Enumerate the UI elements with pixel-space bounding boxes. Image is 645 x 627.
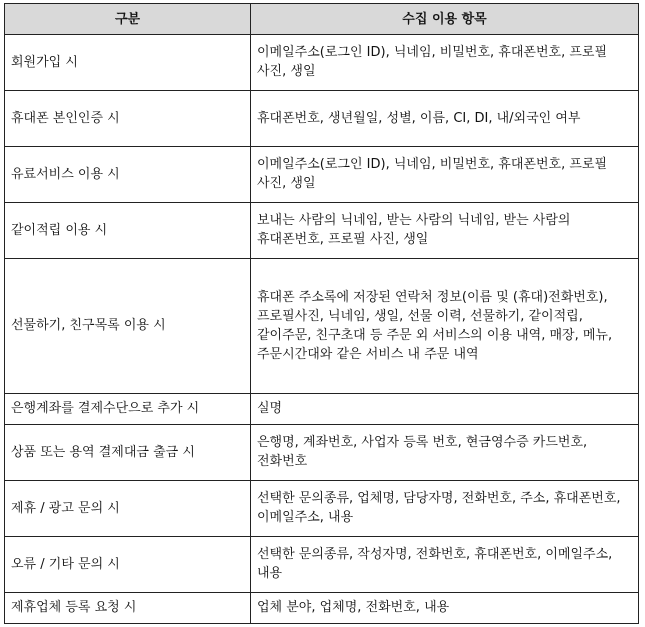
row-category: 상품 또는 용역 결제대금 출금 시 xyxy=(5,425,251,481)
row-category: 제휴업체 등록 요청 시 xyxy=(5,593,251,624)
row-category: 은행계좌를 결제수단으로 추가 시 xyxy=(5,394,251,425)
table-row xyxy=(5,203,639,259)
row-items: 휴대폰번호, 생년월일, 성별, 이름, CI, DI, 내/외국인 여부 xyxy=(251,91,639,147)
row-category: 선물하기, 친구목록 이용 시 xyxy=(5,259,251,394)
table-row xyxy=(5,394,639,425)
row-items: 업체 분야, 업체명, 전화번호, 내용 xyxy=(251,593,639,624)
table-row xyxy=(5,35,639,91)
row-category: 휴대폰 본인인증 시 xyxy=(5,91,251,147)
header-items: 수집 이용 항목 xyxy=(251,4,639,35)
header-category: 구분 xyxy=(5,4,251,35)
table-row xyxy=(5,537,639,593)
row-category: 같이적립 이용 시 xyxy=(5,203,251,259)
table-row xyxy=(5,593,639,624)
row-category: 회원가입 시 xyxy=(5,35,251,91)
table-row xyxy=(5,259,639,394)
row-items: 휴대폰 주소록에 저장된 연락처 정보(이름 및 (휴대)전화번호), 프로필사진, 닉네임, 생일, 선물 이력, 선물하기, 같이적립, 같이주문, 친구초대 등 주문 외 서비스의 이용 내역, 매장, 메뉴, 주문시간대와 같은 서비스 내 주문 내역 xyxy=(251,259,639,394)
row-items: 선택한 문의종류, 작성자명, 전화번호, 휴대폰번호, 이메일주소, 내용 xyxy=(251,537,639,593)
row-items: 이메일주소(로그인 ID), 닉네임, 비밀번호, 휴대폰번호, 프로필 사진, 생일 xyxy=(251,147,639,203)
header-row xyxy=(5,4,639,35)
row-category: 유료서비스 이용 시 xyxy=(5,147,251,203)
row-category: 제휴 / 광고 문의 시 xyxy=(5,481,251,537)
table-row xyxy=(5,147,639,203)
row-category: 오류 / 기타 문의 시 xyxy=(5,537,251,593)
data-collection-table xyxy=(4,3,639,624)
row-items: 은행명, 계좌번호, 사업자 등록 번호, 현금영수증 카드번호, 전화번호 xyxy=(251,425,639,481)
row-items: 선택한 문의종류, 업체명, 담당자명, 전화번호, 주소, 휴대폰번호, 이메일주소, 내용 xyxy=(251,481,639,537)
row-items: 실명 xyxy=(251,394,639,425)
table-row xyxy=(5,425,639,481)
table-row xyxy=(5,91,639,147)
table-body xyxy=(5,35,639,624)
row-items: 보내는 사람의 닉네임, 받는 사람의 닉네임, 받는 사람의 휴대폰번호, 프로필 사진, 생일 xyxy=(251,203,639,259)
table-row xyxy=(5,481,639,537)
row-items: 이메일주소(로그인 ID), 닉네임, 비밀번호, 휴대폰번호, 프로필 사진, 생일 xyxy=(251,35,639,91)
table-header xyxy=(5,4,639,35)
